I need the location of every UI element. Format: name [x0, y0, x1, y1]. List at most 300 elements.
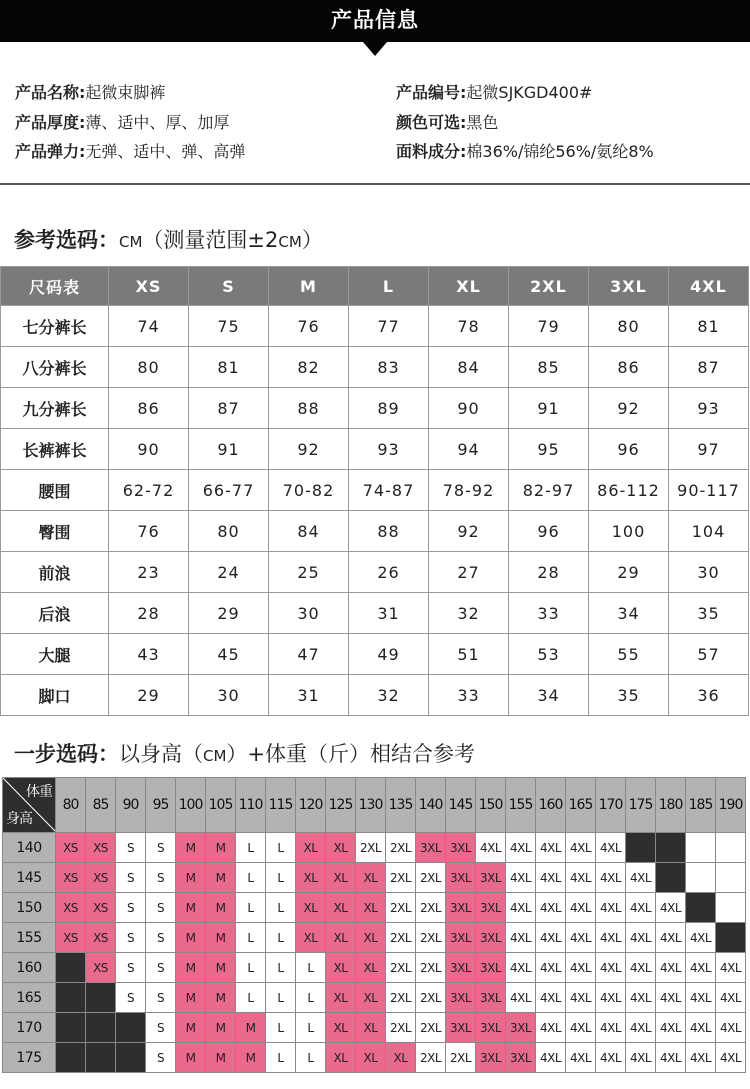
size-value-cell: 31	[349, 593, 429, 634]
recommended-size-cell: XL	[326, 923, 356, 953]
recommended-size-cell	[56, 953, 86, 983]
product-color-label: 颜色可选:	[396, 113, 467, 132]
recommended-size-cell: 3XL	[446, 1013, 476, 1043]
weight-header-cell: 135	[386, 778, 416, 833]
size-value-cell: 96	[509, 511, 589, 552]
recommended-size-cell: 4XL	[626, 893, 656, 923]
weight-header-cell: 150	[476, 778, 506, 833]
size-header-cell: S	[189, 267, 269, 306]
size-value-cell: 91	[509, 388, 589, 429]
size-value-cell: 47	[269, 634, 349, 675]
recommended-size-cell: XL	[326, 863, 356, 893]
weight-header-cell: 140	[416, 778, 446, 833]
recommended-size-cell: M	[236, 1013, 266, 1043]
size-value-cell: 33	[429, 675, 509, 716]
recommended-size-cell: L	[296, 953, 326, 983]
recommended-size-cell: M	[236, 1043, 266, 1073]
size-value-cell: 81	[189, 347, 269, 388]
recommended-size-cell: M	[206, 1013, 236, 1043]
size-value-cell: 31	[269, 675, 349, 716]
weight-header-cell: 105	[206, 778, 236, 833]
recommended-size-cell: 3XL	[446, 953, 476, 983]
size-value-cell: 26	[349, 552, 429, 593]
product-elasticity-label: 产品弹力:	[15, 142, 86, 161]
size-header-cell: 2XL	[509, 267, 589, 306]
recommended-size-cell: XS	[86, 893, 116, 923]
product-color-row	[396, 113, 498, 133]
recommended-size-cell: L	[266, 983, 296, 1013]
recommended-size-cell: 4XL	[686, 923, 716, 953]
recommended-size-cell: 2XL	[386, 1013, 416, 1043]
recommended-size-cell: 3XL	[506, 1013, 536, 1043]
recommended-size-cell	[716, 893, 746, 923]
recommended-size-cell: 4XL	[506, 983, 536, 1013]
size-value-cell: 49	[349, 634, 429, 675]
size-value-cell: 86-112	[589, 470, 669, 511]
product-name-row	[15, 83, 165, 103]
recommended-size-cell	[86, 1013, 116, 1043]
recommended-size-cell	[56, 1043, 86, 1073]
size-value-cell: 30	[669, 552, 749, 593]
size-value-cell: 57	[669, 634, 749, 675]
size-value-cell: 94	[429, 429, 509, 470]
recommended-size-cell: L	[236, 953, 266, 983]
size-value-cell: 76	[109, 511, 189, 552]
size-value-cell: 36	[669, 675, 749, 716]
recommended-size-cell: 4XL	[536, 923, 566, 953]
recommended-size-cell	[716, 833, 746, 863]
recommended-size-cell: 2XL	[416, 893, 446, 923]
size-value-cell: 81	[669, 306, 749, 347]
height-label: 140	[3, 833, 56, 863]
recommended-size-cell: 4XL	[626, 923, 656, 953]
height-row	[3, 863, 746, 893]
recommended-size-cell: L	[236, 893, 266, 923]
recommended-size-cell: 4XL	[506, 893, 536, 923]
size-value-cell: 79	[509, 306, 589, 347]
recommended-size-cell: 4XL	[626, 983, 656, 1013]
recommended-size-cell: 3XL	[446, 983, 476, 1013]
recommended-size-cell: XL	[356, 893, 386, 923]
recommended-size-cell: 4XL	[536, 983, 566, 1013]
size-value-cell: 78	[429, 306, 509, 347]
recommended-size-cell: XS	[86, 833, 116, 863]
height-row	[3, 983, 746, 1013]
weight-header-cell: 80	[56, 778, 86, 833]
recommended-size-cell: S	[116, 923, 146, 953]
recommended-size-cell: 4XL	[686, 1013, 716, 1043]
size-value-cell: 84	[269, 511, 349, 552]
size-header-cell: XL	[429, 267, 509, 306]
recommended-size-cell: 4XL	[596, 1043, 626, 1073]
size-value-cell: 91	[189, 429, 269, 470]
recommended-size-cell: 4XL	[686, 1043, 716, 1073]
size-note: （测量范围±2	[142, 228, 279, 252]
weight-header-row	[3, 778, 746, 833]
size-value-cell: 92	[269, 429, 349, 470]
height-label: 175	[3, 1043, 56, 1073]
weight-header-cell: 165	[566, 778, 596, 833]
recommended-size-cell: M	[206, 893, 236, 923]
recommended-size-cell: 4XL	[596, 893, 626, 923]
recommended-size-cell: L	[236, 983, 266, 1013]
size-value-cell: 90-117	[669, 470, 749, 511]
recommended-size-cell: 2XL	[416, 923, 446, 953]
recommended-size-cell: 4XL	[656, 953, 686, 983]
size-value-cell: 29	[109, 675, 189, 716]
recommended-size-cell: L	[236, 863, 266, 893]
recommended-size-cell: L	[236, 833, 266, 863]
recommended-size-cell: XL	[356, 1013, 386, 1043]
recommended-size-cell	[116, 1043, 146, 1073]
recommended-size-cell: XS	[56, 833, 86, 863]
recommended-size-cell: M	[176, 923, 206, 953]
recommended-size-cell: 4XL	[626, 1043, 656, 1073]
height-row	[3, 1013, 746, 1043]
recommended-size-cell: 4XL	[506, 863, 536, 893]
weight-header-cell: 130	[356, 778, 386, 833]
recommended-size-cell: 4XL	[506, 953, 536, 983]
recommended-size-cell: 2XL	[356, 833, 386, 863]
recommended-size-cell: 2XL	[416, 1043, 446, 1073]
size-value-cell: 104	[669, 511, 749, 552]
recommended-size-cell: XS	[86, 863, 116, 893]
size-value-cell: 66-77	[189, 470, 269, 511]
recommended-size-cell: 4XL	[626, 1013, 656, 1043]
size-header-cell: 3XL	[589, 267, 669, 306]
product-fabric-value: 棉36%/锦纶56%/氨纶8%	[466, 142, 654, 161]
header-notch	[363, 42, 387, 56]
height-weight-table	[2, 777, 746, 1073]
recommended-size-cell: 4XL	[686, 953, 716, 983]
recommended-size-cell: XL	[386, 1043, 416, 1073]
size-value-cell: 55	[589, 634, 669, 675]
recommended-size-cell: 4XL	[566, 1043, 596, 1073]
recommended-size-cell: M	[176, 863, 206, 893]
weight-header-cell: 110	[236, 778, 266, 833]
recommended-size-cell: 4XL	[596, 923, 626, 953]
recommended-size-cell: XL	[356, 923, 386, 953]
recommended-size-cell: 2XL	[416, 863, 446, 893]
size-value-cell: 25	[269, 552, 349, 593]
size-table-row	[1, 675, 749, 716]
size-value-cell: 76	[269, 306, 349, 347]
size-value-cell: 35	[589, 675, 669, 716]
recommended-size-cell	[86, 983, 116, 1013]
recommended-size-cell: S	[146, 833, 176, 863]
step-section-heading: 一步选码：	[14, 742, 119, 766]
recommended-size-cell: 4XL	[566, 863, 596, 893]
recommended-size-cell: 2XL	[386, 983, 416, 1013]
size-unit: CM	[119, 233, 143, 251]
recommended-size-cell: M	[176, 893, 206, 923]
recommended-size-cell: 3XL	[446, 893, 476, 923]
recommended-size-cell: 2XL	[416, 983, 446, 1013]
recommended-size-cell: 4XL	[536, 893, 566, 923]
product-thickness-row	[15, 113, 229, 133]
recommended-size-cell: 4XL	[716, 1043, 746, 1073]
measurement-label: 大腿	[1, 634, 109, 675]
recommended-size-cell: L	[266, 893, 296, 923]
recommended-size-cell: S	[146, 953, 176, 983]
product-code-value: 起微SJKGD400#	[466, 83, 593, 102]
size-value-cell: 83	[349, 347, 429, 388]
size-value-cell: 80	[189, 511, 269, 552]
measurement-label: 脚口	[1, 675, 109, 716]
size-value-cell: 34	[589, 593, 669, 634]
recommended-size-cell: 4XL	[626, 953, 656, 983]
size-chart-table	[0, 266, 749, 716]
recommended-size-cell: XS	[56, 893, 86, 923]
product-name-label: 产品名称:	[15, 83, 86, 102]
step-section-title	[14, 738, 475, 768]
table-corner	[3, 778, 56, 833]
recommended-size-cell: 2XL	[386, 953, 416, 983]
recommended-size-cell: 3XL	[476, 863, 506, 893]
recommended-size-cell: S	[146, 863, 176, 893]
section-divider	[0, 183, 750, 185]
size-table-row	[1, 470, 749, 511]
height-row	[3, 953, 746, 983]
size-value-cell: 90	[429, 388, 509, 429]
recommended-size-cell: L	[266, 863, 296, 893]
size-note-unit: CM	[278, 233, 302, 251]
recommended-size-cell: 4XL	[536, 1043, 566, 1073]
recommended-size-cell: S	[116, 863, 146, 893]
product-code-row	[396, 83, 592, 103]
recommended-size-cell: XL	[326, 893, 356, 923]
size-header-cell: 4XL	[669, 267, 749, 306]
recommended-size-cell: XL	[356, 953, 386, 983]
measurement-label: 七分裤长	[1, 306, 109, 347]
recommended-size-cell: 3XL	[506, 1043, 536, 1073]
recommended-size-cell: 4XL	[596, 1013, 626, 1043]
size-value-cell: 51	[429, 634, 509, 675]
size-value-cell: 85	[509, 347, 589, 388]
recommended-size-cell: M	[206, 833, 236, 863]
recommended-size-cell	[686, 893, 716, 923]
size-value-cell: 34	[509, 675, 589, 716]
recommended-size-cell: M	[176, 983, 206, 1013]
size-value-cell: 28	[109, 593, 189, 634]
recommended-size-cell: 2XL	[446, 1043, 476, 1073]
recommended-size-cell: XL	[356, 983, 386, 1013]
recommended-size-cell: 3XL	[446, 863, 476, 893]
recommended-size-cell: M	[206, 983, 236, 1013]
recommended-size-cell: S	[146, 1013, 176, 1043]
size-section-heading: 参考选码：	[14, 228, 119, 252]
measurement-label: 八分裤长	[1, 347, 109, 388]
weight-header-cell: 125	[326, 778, 356, 833]
size-value-cell: 80	[589, 306, 669, 347]
recommended-size-cell: 4XL	[536, 863, 566, 893]
recommended-size-cell: 4XL	[716, 953, 746, 983]
recommended-size-cell: S	[146, 893, 176, 923]
recommended-size-cell: 3XL	[446, 833, 476, 863]
corner-weight-label: 体重	[26, 784, 52, 800]
recommended-size-cell: 4XL	[596, 983, 626, 1013]
recommended-size-cell: 2XL	[386, 833, 416, 863]
recommended-size-cell: 4XL	[506, 833, 536, 863]
recommended-size-cell	[56, 983, 86, 1013]
size-value-cell: 80	[109, 347, 189, 388]
recommended-size-cell: L	[266, 1013, 296, 1043]
size-value-cell: 87	[189, 388, 269, 429]
size-value-cell: 86	[589, 347, 669, 388]
size-value-cell: 33	[509, 593, 589, 634]
recommended-size-cell	[656, 833, 686, 863]
recommended-size-cell: 3XL	[476, 953, 506, 983]
height-row	[3, 833, 746, 863]
height-label: 170	[3, 1013, 56, 1043]
height-row	[3, 923, 746, 953]
recommended-size-cell: 4XL	[596, 953, 626, 983]
size-value-cell: 93	[349, 429, 429, 470]
size-value-cell: 82-97	[509, 470, 589, 511]
product-thickness-value: 薄、适中、厚、加厚	[85, 113, 230, 132]
recommended-size-cell	[86, 1043, 116, 1073]
size-value-cell: 93	[669, 388, 749, 429]
size-value-cell: 77	[349, 306, 429, 347]
size-table-row	[1, 388, 749, 429]
recommended-size-cell: S	[146, 923, 176, 953]
recommended-size-cell: XL	[326, 1043, 356, 1073]
step-text-1: 以身高（	[119, 742, 203, 766]
recommended-size-cell: 3XL	[416, 833, 446, 863]
weight-header-cell: 190	[716, 778, 746, 833]
step-text-2: ）+体重（斤）相结合参考	[226, 742, 476, 766]
recommended-size-cell: XL	[296, 923, 326, 953]
weight-header-cell: 85	[86, 778, 116, 833]
weight-header-cell: 95	[146, 778, 176, 833]
size-value-cell: 95	[509, 429, 589, 470]
corner-height-label: 身高	[6, 811, 32, 827]
recommended-size-cell: 4XL	[656, 1043, 686, 1073]
weight-header-cell: 90	[116, 778, 146, 833]
size-value-cell: 45	[189, 634, 269, 675]
recommended-size-cell: 4XL	[476, 833, 506, 863]
recommended-size-cell: 2XL	[416, 953, 446, 983]
size-value-cell: 82	[269, 347, 349, 388]
height-label: 165	[3, 983, 56, 1013]
recommended-size-cell	[656, 863, 686, 893]
measurement-label: 臀围	[1, 511, 109, 552]
size-header-cell: XS	[109, 267, 189, 306]
recommended-size-cell: 4XL	[686, 983, 716, 1013]
weight-header-cell: 185	[686, 778, 716, 833]
product-elasticity-value: 无弹、适中、弹、高弹	[85, 142, 246, 161]
size-value-cell: 74	[109, 306, 189, 347]
recommended-size-cell: M	[206, 923, 236, 953]
size-value-cell: 29	[189, 593, 269, 634]
size-value-cell: 88	[269, 388, 349, 429]
recommended-size-cell	[56, 1013, 86, 1043]
size-value-cell: 70-82	[269, 470, 349, 511]
recommended-size-cell: S	[116, 893, 146, 923]
size-table-header	[1, 267, 749, 306]
recommended-size-cell: 3XL	[476, 1013, 506, 1043]
recommended-size-cell: 4XL	[536, 1013, 566, 1043]
product-thickness-label: 产品厚度:	[15, 113, 86, 132]
product-code-label: 产品编号:	[396, 83, 467, 102]
recommended-size-cell: 3XL	[476, 893, 506, 923]
product-color-value: 黑色	[466, 113, 499, 132]
size-value-cell: 53	[509, 634, 589, 675]
recommended-size-cell: 4XL	[506, 923, 536, 953]
size-value-cell: 92	[589, 388, 669, 429]
recommended-size-cell: M	[206, 953, 236, 983]
recommended-size-cell	[716, 923, 746, 953]
step-unit: CM	[203, 747, 227, 765]
height-label: 150	[3, 893, 56, 923]
recommended-size-cell: XL	[356, 863, 386, 893]
size-section-title	[14, 224, 323, 254]
size-value-cell: 28	[509, 552, 589, 593]
size-value-cell: 86	[109, 388, 189, 429]
size-value-cell: 90	[109, 429, 189, 470]
size-value-cell: 74-87	[349, 470, 429, 511]
recommended-size-cell: XL	[296, 893, 326, 923]
product-elasticity-row	[15, 142, 245, 162]
recommended-size-cell: 4XL	[596, 833, 626, 863]
size-table-row	[1, 634, 749, 675]
size-value-cell: 29	[589, 552, 669, 593]
weight-header-cell: 170	[596, 778, 626, 833]
size-value-cell: 35	[669, 593, 749, 634]
recommended-size-cell: M	[206, 1043, 236, 1073]
recommended-size-cell: 4XL	[566, 833, 596, 863]
size-value-cell: 78-92	[429, 470, 509, 511]
recommended-size-cell: M	[176, 1013, 206, 1043]
recommended-size-cell: S	[146, 983, 176, 1013]
recommended-size-cell	[626, 833, 656, 863]
recommended-size-cell	[116, 1013, 146, 1043]
measurement-label: 长裤裤长	[1, 429, 109, 470]
recommended-size-cell: XL	[326, 833, 356, 863]
recommended-size-cell: 4XL	[566, 983, 596, 1013]
recommended-size-cell: 2XL	[386, 863, 416, 893]
header-title: 产品信息	[331, 8, 419, 32]
recommended-size-cell: 4XL	[566, 953, 596, 983]
recommended-size-cell: XL	[356, 1043, 386, 1073]
size-value-cell: 43	[109, 634, 189, 675]
recommended-size-cell: 2XL	[386, 893, 416, 923]
recommended-size-cell: 3XL	[446, 923, 476, 953]
recommended-size-cell: XL	[326, 983, 356, 1013]
size-table-row	[1, 511, 749, 552]
recommended-size-cell: 4XL	[536, 953, 566, 983]
size-table-row	[1, 306, 749, 347]
recommended-size-cell: S	[146, 1043, 176, 1073]
recommended-size-cell: M	[176, 833, 206, 863]
recommended-size-cell: 4XL	[596, 863, 626, 893]
recommended-size-cell: L	[266, 923, 296, 953]
recommended-size-cell: XL	[326, 1013, 356, 1043]
recommended-size-cell: 4XL	[566, 1013, 596, 1043]
recommended-size-cell: 4XL	[656, 983, 686, 1013]
recommended-size-cell: 4XL	[656, 923, 686, 953]
measurement-label: 九分裤长	[1, 388, 109, 429]
size-header-cell: M	[269, 267, 349, 306]
recommended-size-cell: 4XL	[626, 863, 656, 893]
size-value-cell: 92	[429, 511, 509, 552]
size-value-cell: 88	[349, 511, 429, 552]
weight-header-cell: 180	[656, 778, 686, 833]
recommended-size-cell: S	[116, 983, 146, 1013]
recommended-size-cell: 4XL	[656, 893, 686, 923]
weight-header-cell: 100	[176, 778, 206, 833]
recommended-size-cell: S	[116, 953, 146, 983]
